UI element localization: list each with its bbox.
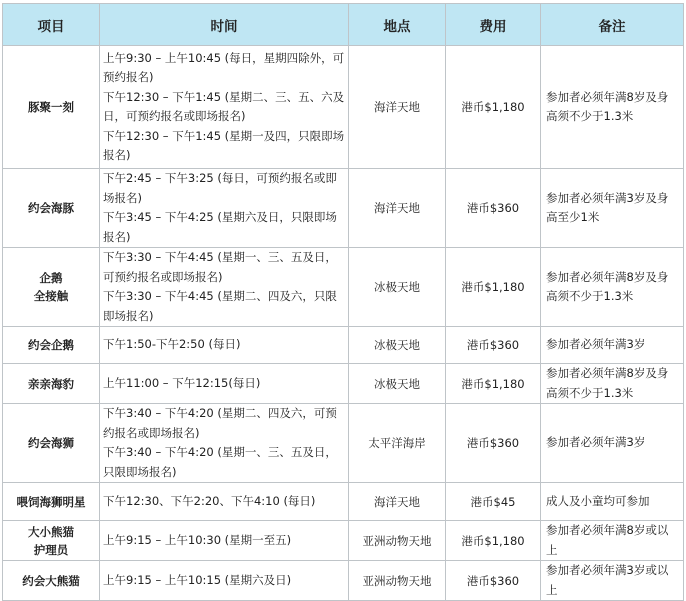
remarks: 参加者必须年满3岁及身高至少1米 [541,169,684,248]
fee: 港币$1,180 [446,521,541,561]
venue: 亚洲动物天地 [349,521,446,561]
remarks: 参加者必须年满3岁 [541,404,684,483]
activity-name-line: 大小熊猫 [28,524,74,539]
session-time: 上午9:30 – 上午10:45 (每日，星期四除外，可预约报名) [103,50,345,84]
table-row [3,327,684,364]
activity-name-line: 护理员 [33,542,69,557]
header-place: 地点 [349,4,446,46]
remarks: 成人及小童均可参加 [541,483,684,521]
activity-name-line: 豚聚一刻 [28,100,74,114]
table-row [3,364,684,404]
session-times [100,404,349,483]
fee: 港币$45 [446,483,541,521]
venue: 太平洋海岸 [349,404,446,483]
activity-name-line: 喂饲海狮明星 [16,494,86,509]
session-time: 下午1:50-下午2:50 (每日) [103,337,241,352]
activity-name-line: 亲亲海豹 [28,376,74,391]
venue: 海洋天地 [349,483,446,521]
table-row [3,169,684,248]
session-time: 下午12:30 – 下午1:45 (星期二、三、五、六及日，可预约报名或即场报名) [103,89,345,123]
session-time: 下午3:40 – 下午4:20 (星期一、三、五及日，只限即场报名) [103,445,337,479]
venue: 冰极天地 [349,248,446,327]
table-row [3,248,684,327]
activity-name-line: 约会大熊猫 [22,573,80,588]
table-row [3,46,684,169]
session-times [100,248,349,327]
session-time: 下午3:30 – 下午4:45 (星期二、四及六，只限即场报名) [103,289,337,323]
session-times [100,483,349,521]
session-time: 下午2:45 – 下午3:25 (每日，可预约报名或即场报名) [103,171,337,205]
remarks: 参加者必须年满8岁及身高须不少于1.3米 [541,364,684,404]
session-times [100,169,349,248]
activity-name [3,521,100,561]
session-time: 下午3:45 – 下午4:25 (星期六及日，只限即场报名) [103,210,337,244]
session-times [100,46,349,169]
session-time: 下午3:30 – 下午4:45 (星期一、三、五及日，可预约报名或即场报名) [103,250,337,284]
venue: 海洋天地 [349,46,446,169]
table-row [3,521,684,561]
venue: 冰极天地 [349,364,446,404]
activity-name [3,169,100,248]
session-time: 下午12:30、下午2:20、下午4:10 (每日) [103,493,316,508]
header-fee: 费用 [446,4,541,46]
venue: 亚洲动物天地 [349,561,446,601]
session-times [100,327,349,364]
remarks: 参加者必须年满3岁或以上 [541,561,684,601]
activity-name-line: 约会海豚 [28,201,74,215]
remarks: 参加者必须年满3岁 [541,327,684,364]
activity-name [3,561,100,601]
fee: 港币$1,180 [446,46,541,169]
activity-name [3,248,100,327]
session-time: 上午9:15 – 上午10:30 (星期一至五) [103,532,292,547]
remarks: 参加者必须年满8岁及身高须不少于1.3米 [541,248,684,327]
activity-name [3,46,100,169]
fee: 港币$360 [446,327,541,364]
header-row [3,4,684,46]
fee: 港币$360 [446,561,541,601]
fee: 港币$1,180 [446,364,541,404]
header-time: 时间 [100,4,349,46]
schedule-table [2,3,684,601]
session-time: 上午11:00 – 下午12:15(每日) [103,375,261,390]
activity-name-line: 企鹅 [39,271,63,285]
session-times [100,561,349,601]
header-item: 项目 [3,4,100,46]
fee: 港币$360 [446,169,541,248]
remarks: 参加者必须年满8岁及身高须不少于1.3米 [541,46,684,169]
activity-name [3,364,100,404]
session-times [100,521,349,561]
session-times [100,364,349,404]
fee: 港币$360 [446,404,541,483]
activity-name-line: 约会企鹅 [28,338,74,352]
table-row [3,561,684,601]
venue: 冰极天地 [349,327,446,364]
venue: 海洋天地 [349,169,446,248]
table-row [3,483,684,521]
fee: 港币$1,180 [446,248,541,327]
activity-name-line: 约会海狮 [28,436,74,450]
activity-name [3,327,100,364]
activity-name-line: 全接触 [33,289,69,303]
header-note: 备注 [541,4,684,46]
remarks: 参加者必须年满8岁或以上 [541,521,684,561]
activity-name [3,404,100,483]
table-row [3,404,684,483]
session-time: 下午3:40 – 下午4:20 (星期二、四及六，可预约报名或即场报名) [103,406,337,440]
session-time: 下午12:30 – 下午1:45 (星期一及四，只限即场报名) [103,128,345,162]
activity-name [3,483,100,521]
session-time: 上午9:15 – 上午10:15 (星期六及日) [103,572,292,587]
